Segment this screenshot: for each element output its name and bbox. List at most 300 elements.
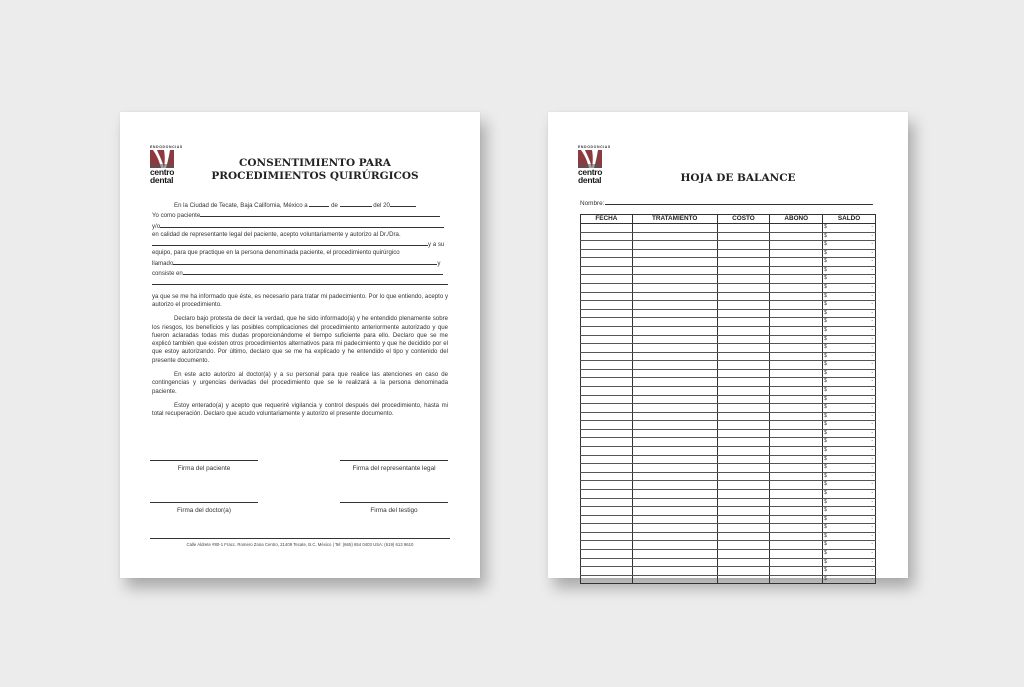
cell-costo[interactable] [717,258,770,267]
cell-costo[interactable] [717,489,770,498]
representative-field[interactable] [160,221,444,228]
table-row [581,412,876,421]
cell-saldo[interactable] [823,412,876,421]
cell-abono[interactable] [770,464,823,473]
cell-saldo[interactable] [823,404,876,413]
cell-fecha[interactable] [581,258,633,267]
currency-symbol: $ [824,429,827,436]
cell-saldo[interactable] [823,464,876,473]
cell-tratamiento[interactable] [632,507,717,516]
currency-symbol: $ [824,335,827,342]
cell-saldo[interactable] [823,567,876,576]
cell-saldo[interactable] [823,395,876,404]
cell-costo[interactable] [717,549,770,558]
consists-field-2[interactable] [152,278,448,285]
cell-fecha[interactable] [581,498,633,507]
cell-fecha[interactable] [581,369,633,378]
cell-tratamiento[interactable] [632,549,717,558]
cell-fecha[interactable] [581,507,633,516]
nombre-field[interactable] [605,198,873,205]
cell-tratamiento[interactable] [632,224,717,233]
cell-costo[interactable] [717,326,770,335]
saldo-value: - [871,472,873,479]
cell-tratamiento[interactable] [632,266,717,275]
cell-fecha[interactable] [581,489,633,498]
cell-tratamiento[interactable] [632,284,717,293]
cell-abono[interactable] [770,395,823,404]
year-field[interactable] [390,200,416,207]
cell-tratamiento[interactable] [632,524,717,533]
cell-abono[interactable] [770,567,823,576]
cell-abono[interactable] [770,412,823,421]
cell-costo[interactable] [717,532,770,541]
cell-saldo[interactable] [823,284,876,293]
currency-symbol: $ [824,241,827,248]
cell-tratamiento[interactable] [632,489,717,498]
cell-costo[interactable] [717,412,770,421]
cell-saldo[interactable] [823,455,876,464]
table-row [581,558,876,567]
cell-costo[interactable] [717,455,770,464]
day-field[interactable] [309,200,329,207]
cell-abono[interactable] [770,326,823,335]
cell-costo[interactable] [717,404,770,413]
cell-abono[interactable] [770,284,823,293]
cell-fecha[interactable] [581,292,633,301]
cell-abono[interactable] [770,352,823,361]
cell-costo[interactable] [717,318,770,327]
cell-abono[interactable] [770,549,823,558]
currency-symbol: $ [824,558,827,565]
title-line-1: CONSENTIMIENTO PARA [239,157,391,169]
currency-symbol: $ [824,515,827,522]
saldo-value: - [871,455,873,462]
table-row [581,524,876,533]
llamado-label: llamado [152,259,174,267]
cell-costo[interactable] [717,464,770,473]
cell-abono[interactable] [770,558,823,567]
saldo-value: - [871,318,873,325]
cell-abono[interactable] [770,301,823,310]
cell-fecha[interactable] [581,549,633,558]
cell-abono[interactable] [770,249,823,258]
cell-saldo[interactable] [823,241,876,250]
cell-abono[interactable] [770,258,823,267]
cell-tratamiento[interactable] [632,301,717,310]
cell-tratamiento[interactable] [632,258,717,267]
cell-costo[interactable] [717,438,770,447]
sig-rep[interactable]: Firma del representante legal [340,460,448,472]
currency-symbol: $ [824,318,827,325]
cell-abono[interactable] [770,335,823,344]
cell-abono[interactable] [770,575,823,584]
cell-abono[interactable] [770,438,823,447]
currency-symbol: $ [824,507,827,514]
cell-saldo[interactable] [823,507,876,516]
table-row [581,232,876,241]
cell-tratamiento[interactable] [632,369,717,378]
currency-symbol: $ [824,386,827,393]
cell-saldo[interactable] [823,472,876,481]
cell-costo[interactable] [717,447,770,456]
cell-saldo[interactable] [823,249,876,258]
table-row [581,284,876,293]
cell-costo[interactable] [717,361,770,370]
cell-costo[interactable] [717,301,770,310]
cell-fecha[interactable] [581,447,633,456]
cell-tratamiento[interactable] [632,498,717,507]
cell-tratamiento[interactable] [632,249,717,258]
currency-symbol: $ [824,369,827,376]
table-row [581,472,876,481]
cell-tratamiento[interactable] [632,575,717,584]
cell-saldo[interactable] [823,275,876,284]
cell-tratamiento[interactable] [632,421,717,430]
cell-costo[interactable] [717,507,770,516]
cell-saldo[interactable] [823,352,876,361]
saldo-value: - [871,386,873,393]
cell-saldo[interactable] [823,335,876,344]
cell-saldo[interactable] [823,438,876,447]
cell-saldo[interactable] [823,515,876,524]
cell-fecha[interactable] [581,361,633,370]
consent-body [152,200,448,419]
saldo-value: - [871,524,873,531]
cell-costo[interactable] [717,558,770,567]
cell-costo[interactable] [717,232,770,241]
currency-symbol: $ [824,249,827,256]
balance-table-body [581,224,876,584]
cell-abono[interactable] [770,266,823,275]
cell-saldo[interactable] [823,498,876,507]
cell-costo[interactable] [717,266,770,275]
currency-symbol: $ [824,438,827,445]
cell-fecha[interactable] [581,232,633,241]
table-row [581,404,876,413]
cell-fecha[interactable] [581,326,633,335]
currency-symbol: $ [824,344,827,351]
cell-fecha[interactable] [581,481,633,490]
cell-abono[interactable] [770,472,823,481]
cell-abono[interactable] [770,515,823,524]
cell-saldo[interactable] [823,489,876,498]
patient-label: Yo como paciente [152,212,201,220]
cell-tratamiento[interactable] [632,412,717,421]
cell-abono[interactable] [770,481,823,490]
table-row [581,224,876,233]
currency-symbol: $ [824,481,827,488]
cell-abono[interactable] [770,344,823,353]
cell-tratamiento[interactable] [632,344,717,353]
cell-costo[interactable] [717,369,770,378]
cell-costo[interactable] [717,241,770,250]
cell-fecha[interactable] [581,395,633,404]
cell-abono[interactable] [770,532,823,541]
cell-tratamiento[interactable] [632,455,717,464]
cell-abono[interactable] [770,541,823,550]
cell-abono[interactable] [770,318,823,327]
cell-costo[interactable] [717,378,770,387]
cell-costo[interactable] [717,567,770,576]
cell-saldo[interactable] [823,266,876,275]
cell-costo[interactable] [717,472,770,481]
cell-tratamiento[interactable] [632,464,717,473]
cell-costo[interactable] [717,335,770,344]
cell-fecha[interactable] [581,558,633,567]
cell-saldo[interactable] [823,429,876,438]
cell-saldo[interactable] [823,421,876,430]
cell-tratamiento[interactable] [632,567,717,576]
cell-tratamiento[interactable] [632,335,717,344]
cell-tratamiento[interactable] [632,481,717,490]
currency-symbol: $ [824,421,827,428]
cell-tratamiento[interactable] [632,472,717,481]
cell-fecha[interactable] [581,404,633,413]
cell-saldo[interactable] [823,326,876,335]
cell-fecha[interactable] [581,266,633,275]
cell-fecha[interactable] [581,309,633,318]
cell-abono[interactable] [770,369,823,378]
cell-tratamiento[interactable] [632,404,717,413]
consists-field[interactable] [183,268,443,275]
saldo-value: - [871,241,873,248]
cell-tratamiento[interactable] [632,361,717,370]
currency-symbol: $ [824,464,827,471]
cell-fecha[interactable] [581,541,633,550]
cell-fecha[interactable] [581,532,633,541]
cell-costo[interactable] [717,352,770,361]
table-row [581,438,876,447]
cell-saldo[interactable] [823,524,876,533]
table-row [581,249,876,258]
cell-saldo[interactable] [823,344,876,353]
cell-costo[interactable] [717,515,770,524]
saldo-value: - [871,489,873,496]
cell-abono[interactable] [770,524,823,533]
cell-tratamiento[interactable] [632,541,717,550]
cell-tratamiento[interactable] [632,386,717,395]
cell-saldo[interactable] [823,361,876,370]
cell-fecha[interactable] [581,421,633,430]
cell-saldo[interactable] [823,558,876,567]
cell-fecha[interactable] [581,352,633,361]
cell-fecha[interactable] [581,438,633,447]
table-row [581,241,876,250]
consiste-label: consiste en [152,270,183,278]
cell-fecha[interactable] [581,284,633,293]
cell-saldo[interactable] [823,232,876,241]
saldo-value: - [871,421,873,428]
currency-symbol: $ [824,549,827,556]
cell-tratamiento[interactable] [632,395,717,404]
cell-tratamiento[interactable] [632,292,717,301]
saldo-value: - [871,395,873,402]
cell-fecha[interactable] [581,249,633,258]
cell-fecha[interactable] [581,524,633,533]
sig-witness[interactable]: Firma del testigo [340,502,448,514]
cell-costo[interactable] [717,395,770,404]
saldo-value: - [871,498,873,505]
cell-saldo[interactable] [823,541,876,550]
cell-abono[interactable] [770,489,823,498]
cell-abono[interactable] [770,361,823,370]
cell-saldo[interactable] [823,378,876,387]
cell-fecha[interactable] [581,412,633,421]
cell-tratamiento[interactable] [632,378,717,387]
cell-costo[interactable] [717,575,770,584]
cell-abono[interactable] [770,507,823,516]
cell-saldo[interactable] [823,549,876,558]
saldo-value: - [871,258,873,265]
cell-costo[interactable] [717,249,770,258]
table-row [581,386,876,395]
cell-costo[interactable] [717,344,770,353]
cell-tratamiento[interactable] [632,275,717,284]
cell-fecha[interactable] [581,515,633,524]
cell-costo[interactable] [717,309,770,318]
table-row [581,292,876,301]
doctor-name-field[interactable] [152,239,428,246]
cell-costo[interactable] [717,292,770,301]
cell-abono[interactable] [770,421,823,430]
cell-fecha[interactable] [581,224,633,233]
cell-fecha[interactable] [581,241,633,250]
cell-saldo[interactable] [823,258,876,267]
saldo-value: - [871,224,873,230]
cell-fecha[interactable] [581,386,633,395]
cell-fecha[interactable] [581,575,633,584]
saldo-value: - [871,301,873,308]
saldo-value: - [871,541,873,548]
currency-symbol: $ [824,275,827,282]
cell-tratamiento[interactable] [632,532,717,541]
table-row [581,395,876,404]
para-4: Estoy enterado(a) y acepto que requeriré vigilancia y control después del procedimiento, hasta mi total recuperación. Declaro que acudo voluntariamente y autorizo el presente documento. [152,401,448,418]
cell-fecha[interactable] [581,472,633,481]
table-row [581,489,876,498]
cell-abono[interactable] [770,386,823,395]
cell-saldo[interactable] [823,447,876,456]
currency-symbol: $ [824,309,827,316]
cell-abono[interactable] [770,429,823,438]
currency-symbol: $ [824,455,827,462]
centro-dental-logo [150,145,190,184]
month-field[interactable] [340,200,372,207]
cell-tratamiento[interactable] [632,352,717,361]
cell-abono[interactable] [770,241,823,250]
consent-form-page [120,112,480,578]
cell-tratamiento[interactable] [632,309,717,318]
table-row [581,361,876,370]
saldo-value: - [871,326,873,333]
cell-costo[interactable] [717,421,770,430]
cell-abono[interactable] [770,447,823,456]
cell-costo[interactable] [717,481,770,490]
cell-fecha[interactable] [581,318,633,327]
currency-symbol: $ [824,524,827,531]
cell-costo[interactable] [717,284,770,293]
cell-saldo[interactable] [823,532,876,541]
cell-fecha[interactable] [581,275,633,284]
cell-fecha[interactable] [581,344,633,353]
patient-name-field[interactable] [200,210,440,217]
cell-fecha[interactable] [581,567,633,576]
cell-abono[interactable] [770,232,823,241]
cell-abono[interactable] [770,292,823,301]
tooth-icon [150,150,174,168]
cell-tratamiento[interactable] [632,429,717,438]
cell-saldo[interactable] [823,224,876,233]
address-footer: Calle Aldrete #80-1 Fracc. Romero Zona Centro, 21409 Tecate, B.C. México | Tel: (665) 654 0403 USA: (619) 613 9610 [150,538,450,547]
cell-fecha[interactable] [581,455,633,464]
cell-fecha[interactable] [581,429,633,438]
cell-saldo[interactable] [823,481,876,490]
cell-abono[interactable] [770,275,823,284]
currency-symbol: $ [824,378,827,385]
cell-tratamiento[interactable] [632,326,717,335]
cell-abono[interactable] [770,309,823,318]
cell-abono[interactable] [770,455,823,464]
cell-saldo[interactable] [823,292,876,301]
saldo-value: - [871,369,873,376]
cell-abono[interactable] [770,498,823,507]
cell-tratamiento[interactable] [632,241,717,250]
col-tratamiento: TRATAMIENTO [632,215,717,224]
cell-tratamiento[interactable] [632,438,717,447]
cell-costo[interactable] [717,224,770,233]
cell-saldo[interactable] [823,318,876,327]
cell-abono[interactable] [770,378,823,387]
cell-tratamiento[interactable] [632,515,717,524]
cell-saldo[interactable] [823,309,876,318]
cell-costo[interactable] [717,386,770,395]
col-fecha: FECHA [581,215,633,224]
saldo-value: - [871,532,873,539]
cell-tratamiento[interactable] [632,232,717,241]
cell-abono[interactable] [770,404,823,413]
cell-tratamiento[interactable] [632,558,717,567]
logo-tagline: ENDODONCIAS [578,145,611,149]
saldo-value: - [871,447,873,454]
cell-tratamiento[interactable] [632,447,717,456]
cell-saldo[interactable] [823,369,876,378]
cell-fecha[interactable] [581,378,633,387]
table-row [581,378,876,387]
cell-costo[interactable] [717,541,770,550]
cell-costo[interactable] [717,498,770,507]
cell-costo[interactable] [717,524,770,533]
sig-doctor[interactable]: Firma del doctor(a) [150,502,258,514]
saldo-value: - [871,429,873,436]
sig-patient[interactable]: Firma del paciente [150,460,258,472]
saldo-value: - [871,558,873,565]
cell-saldo[interactable] [823,575,876,584]
cell-abono[interactable] [770,224,823,233]
procedure-name-field[interactable] [173,258,437,265]
cell-saldo[interactable] [823,386,876,395]
y-text: y [437,259,441,267]
cell-costo[interactable] [717,275,770,284]
cell-saldo[interactable] [823,301,876,310]
cell-fecha[interactable] [581,335,633,344]
saldo-value: - [871,352,873,359]
saldo-value: - [871,412,873,419]
cell-tratamiento[interactable] [632,318,717,327]
currency-symbol: $ [824,489,827,496]
cell-costo[interactable] [717,429,770,438]
cell-fecha[interactable] [581,464,633,473]
cell-fecha[interactable] [581,301,633,310]
